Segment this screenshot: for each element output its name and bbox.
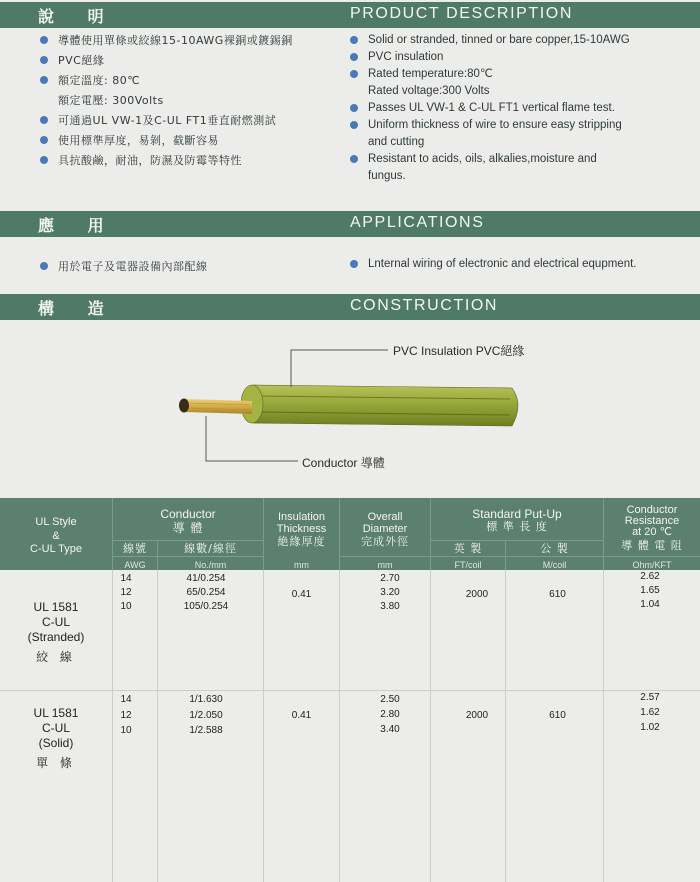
bullet-icon xyxy=(40,156,48,164)
description-title-zh: 說 明 xyxy=(38,7,118,26)
list-item: 具抗酸鹼，耐油，防濕及防霉等特性 xyxy=(40,152,340,169)
th-ins-l1: Insulation xyxy=(277,511,326,523)
th-awg-unit: AWG xyxy=(124,560,146,570)
th-od-zh: 完成外徑 xyxy=(361,535,409,548)
list-item: Solid or stranded, tinned or bare copper,15-10AWG xyxy=(350,32,690,49)
bullet-icon xyxy=(350,155,358,163)
construction-title-zh: 構 造 xyxy=(38,299,118,318)
th-ins-unit: mm xyxy=(294,560,309,570)
list-item: Rated temperature:80℃ xyxy=(350,66,690,83)
bullet-icon xyxy=(350,260,358,268)
th-res-l1: Conductor xyxy=(626,504,678,516)
th-m-zh: 公 製 xyxy=(540,542,569,555)
applications-list-en xyxy=(350,256,695,273)
th-strand-unit: No./mm xyxy=(194,560,227,570)
bullet-icon xyxy=(350,36,358,44)
list-item: Lnternal wiring of electronic and electrical equpment. xyxy=(350,256,695,273)
list-item: Resistant to acids, oils, alkalies,moisture and xyxy=(350,151,690,168)
list-item: 使用標準厚度，易剝，截斷容易 xyxy=(40,132,340,149)
bullet-icon xyxy=(350,104,358,112)
th-style-l3: C-UL Type xyxy=(30,543,82,555)
th-od-unit: mm xyxy=(377,560,393,570)
list-item: and cutting xyxy=(368,136,425,148)
bullet-icon xyxy=(350,53,358,61)
th-conductor-zh: 導 體 xyxy=(172,521,204,535)
bullet-icon xyxy=(40,262,48,270)
conductor-callout: Conductor 導體 xyxy=(302,456,385,470)
applications-header xyxy=(0,211,700,237)
bullet-icon xyxy=(40,116,48,124)
list-item: 導體使用單條或絞線15-10AWG裸銅或鍍錫銅 xyxy=(40,32,340,49)
th-putup-zh: 標 準 長 度 xyxy=(486,520,548,533)
description-header xyxy=(0,2,700,28)
description-list-zh xyxy=(40,32,340,172)
list-item: 用於電子及電器設備內部配線 xyxy=(40,258,340,275)
construction-header xyxy=(0,294,700,320)
list-item: PVC insulation xyxy=(350,49,690,66)
th-m-unit: M/coil xyxy=(542,560,567,570)
bullet-icon xyxy=(40,136,48,144)
bullet-icon xyxy=(350,121,358,129)
conductor-end xyxy=(179,399,189,413)
construction-title-en: CONSTRUCTION xyxy=(350,297,499,314)
bullet-icon xyxy=(40,36,48,44)
bullet-icon xyxy=(40,76,48,84)
list-item: 額定電壓: 300Volts xyxy=(58,94,164,107)
th-awg-zh: 線號 xyxy=(123,542,147,555)
th-ft-unit: FT/coil xyxy=(454,560,482,570)
th-conductor-en: Conductor xyxy=(160,507,216,521)
th-res-l3: at 20 ℃ xyxy=(632,526,672,538)
th-ft-zh: 英 製 xyxy=(453,542,483,555)
applications-title-zh: 應 用 xyxy=(38,216,118,235)
th-od-l1: Overall xyxy=(367,511,403,523)
list-item: 可通過UL VW-1及C-UL FT1垂直耐燃測試 xyxy=(40,112,340,129)
th-res-l2: Resistance xyxy=(624,515,680,527)
bullet-icon xyxy=(40,56,48,64)
applications-title-en: APPLICATIONS xyxy=(350,214,485,231)
th-style-l1: UL Style xyxy=(35,516,77,528)
list-item: Rated voltage:300 Volts xyxy=(368,85,490,97)
th-od-l2: Diameter xyxy=(362,523,408,535)
applications-list-zh xyxy=(40,258,340,275)
list-item: Passes UL VW-1 & C-UL FT1 vertical flame test. xyxy=(350,100,690,117)
list-item: 額定溫度: 80℃ xyxy=(40,72,340,89)
list-item: PVC絕緣 xyxy=(40,52,340,69)
bullet-icon xyxy=(350,70,358,78)
insulation-jacket xyxy=(245,385,518,426)
th-res-zh: 導 體 電 阻 xyxy=(621,539,683,552)
th-putup-en: Standard Put-Up xyxy=(472,507,562,521)
description-list-en xyxy=(350,32,690,185)
conductor-wire xyxy=(185,399,252,414)
th-style-l2: & xyxy=(52,530,60,542)
list-item: fungus. xyxy=(368,170,406,182)
insulation-callout: PVC Insulation PVC絕緣 xyxy=(393,344,525,358)
th-ins-l2: Thickness xyxy=(276,523,327,535)
list-item: Uniform thickness of wire to ensure easy stripping xyxy=(350,117,690,134)
th-ins-zh: 絶緣厚度 xyxy=(277,535,326,548)
description-title-en: PRODUCT DESCRIPTION xyxy=(350,5,574,22)
th-res-unit: Ohm/KFT xyxy=(632,560,672,570)
th-strand-zh: 線數/線徑 xyxy=(184,542,237,555)
